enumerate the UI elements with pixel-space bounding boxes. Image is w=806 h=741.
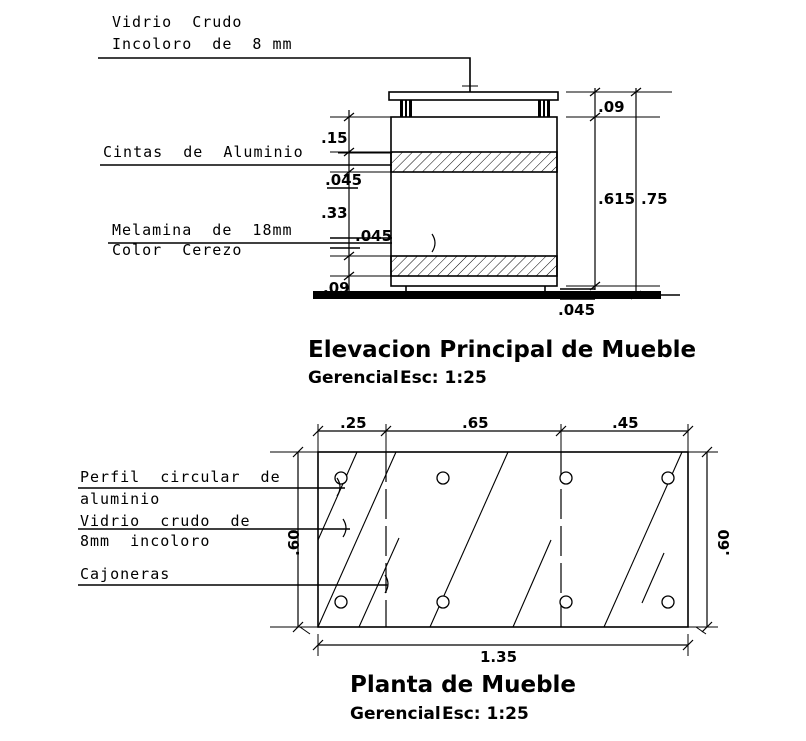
elevation-dim-left-3: .09 <box>323 279 350 297</box>
glass-top-slab <box>389 82 558 100</box>
melamine-note-line1: Melamina de 18mm <box>112 221 293 239</box>
elevation-dim-right-0: .09 <box>598 98 625 116</box>
plan-dim-top-1: .65 <box>462 414 489 432</box>
lower-aluminium-band <box>391 256 557 276</box>
aluminium-profile-circle <box>335 472 347 484</box>
elevation-dim-inner-0: .045 <box>355 227 393 245</box>
elevation-dim-left-0: .15 <box>321 129 348 147</box>
aluminium-profile-note-line1: Perfil circular de <box>80 468 281 486</box>
glass-top-note-line1: Vidrio Crudo <box>112 13 243 31</box>
plan-title: Planta de Mueble <box>350 672 577 698</box>
plan-subtitle-name: Gerencial <box>350 704 441 724</box>
aluminium-profile-circle <box>560 596 572 608</box>
aluminium-profile-circle <box>662 596 674 608</box>
aluminium-profile-circle <box>560 472 572 484</box>
aluminium-profile-circle <box>437 596 449 608</box>
melamine-note-line2: Color Cerezo <box>112 241 243 259</box>
aluminium-strips-note: Cintas de Aluminio <box>103 143 304 161</box>
elevation-dim-right-1: .615 <box>598 190 636 208</box>
drawers-note: Cajoneras <box>80 565 171 583</box>
plan-dim-top-2: .45 <box>612 414 639 432</box>
glass-top-note-line2: Incoloro de 8 mm <box>112 35 293 53</box>
glass-support-posts <box>400 100 550 117</box>
plan-dim-left: .60 <box>285 529 303 556</box>
plan-dim-bottom: 1.35 <box>480 648 518 666</box>
aluminium-profile-note-line2: aluminio <box>80 490 161 508</box>
plan-outline <box>318 452 688 627</box>
upper-aluminium-band <box>391 152 557 172</box>
elevation-dim-left-2: .33 <box>321 204 348 222</box>
aluminium-profile-circle <box>437 472 449 484</box>
elevation-dim-bottom-0: .045 <box>558 301 596 319</box>
plan-dim-top-0: .25 <box>340 414 367 432</box>
plan-subtitle-scale: Esc: 1:25 <box>442 704 529 724</box>
aluminium-profile-circle <box>335 596 347 608</box>
plan-right-dimension <box>688 447 718 632</box>
ground-line <box>313 291 680 299</box>
elevation-subtitle-name: Gerencial <box>308 368 399 388</box>
elevation-dim-right-2: .75 <box>641 190 668 208</box>
glass-note-line2: 8mm incoloro <box>80 532 211 550</box>
elevation-dim-left-1: .045 <box>325 171 363 189</box>
elevation-subtitle-scale: Esc: 1:25 <box>400 368 487 388</box>
plan-dim-right: .60 <box>715 529 733 556</box>
aluminium-profile-circle <box>662 472 674 484</box>
glass-note-line1: Vidrio crudo de <box>80 512 251 530</box>
elevation-view <box>98 58 680 299</box>
elevation-title: Elevacion Principal de Mueble <box>308 337 697 363</box>
